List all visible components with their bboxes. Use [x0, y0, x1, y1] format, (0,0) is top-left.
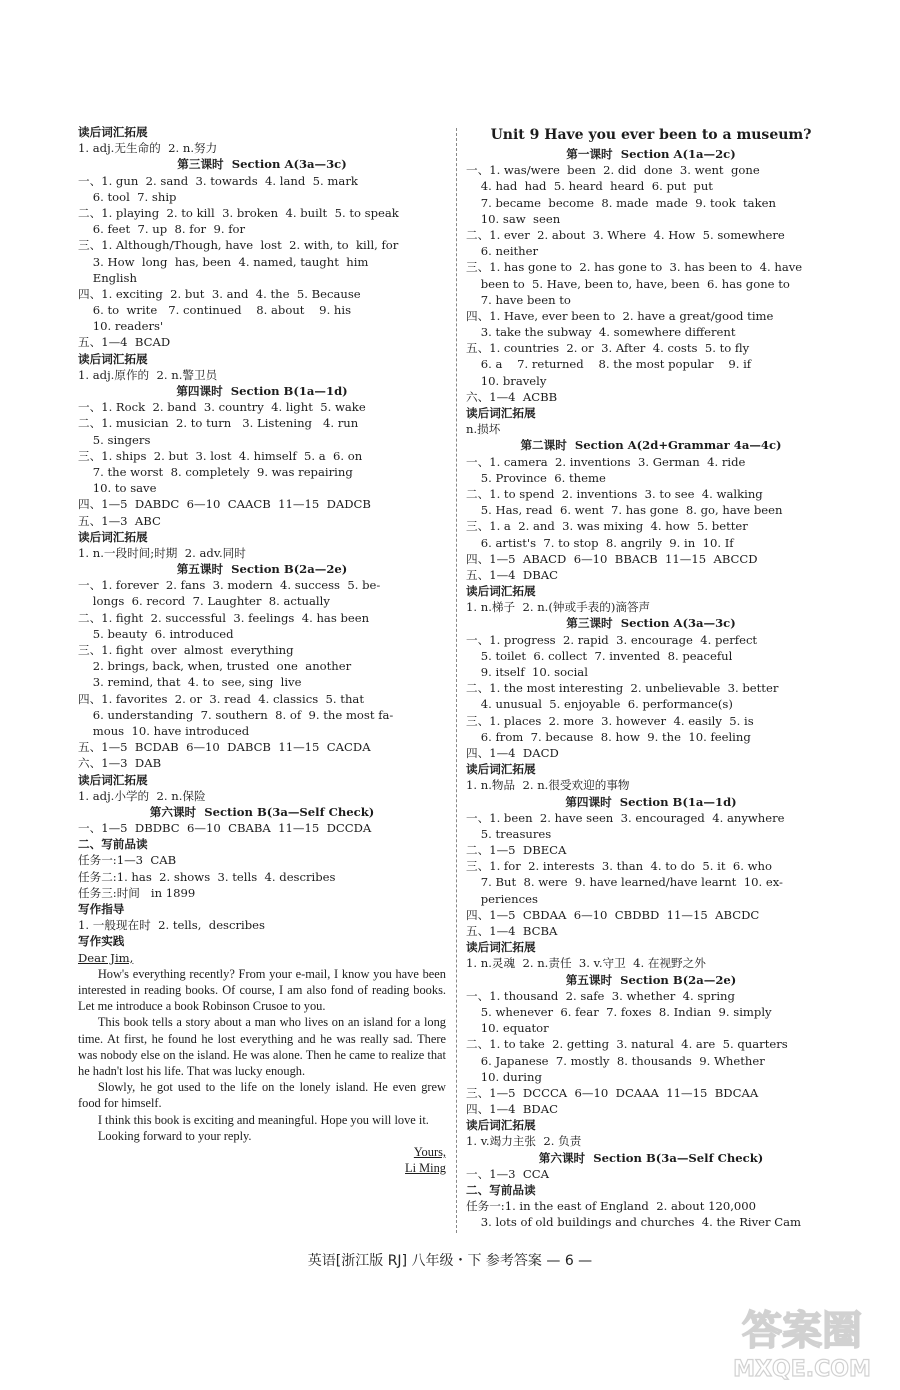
answer-line: 五、1—4 BCBA: [466, 924, 558, 938]
answer-line: 6. feet 7. up 8. for 9. for: [78, 222, 246, 237]
answer-line: 1. n.灵魂 2. n.责任 3. v.守卫 4. 在视野之外: [466, 956, 706, 971]
answer-line: 1. adj.小学的 2. n.保险: [78, 788, 206, 803]
answer-line: 二、1. ever 2. about 3. Where 4. How 5. somewhere: [466, 227, 785, 242]
answer-line: longs 6. record 7. Laughter 8. actually: [78, 594, 330, 609]
answer-line: 一、1. gun 2. sand 3. towards 4. land 5. mark: [78, 173, 358, 188]
section-heading: 第一课时 Section A(1a—2c): [566, 147, 736, 161]
letter-closing: Yours,: [413, 1144, 446, 1159]
answer-line: 3. How long has, been 4. named, taught him: [78, 254, 369, 269]
answer-line: 三、1. ships 2. but 3. lost 4. himself 5. a 6. on: [78, 448, 363, 463]
answer-line: 3. remind, that 4. to see, sing live: [78, 675, 302, 690]
answer-line: English: [78, 270, 137, 285]
answer-line: 一、1. Rock 2. band 3. country 4. light 5. wake: [78, 400, 366, 415]
answer-line: 三、1. Although/Though, have lost 2. with, to kill, for: [78, 238, 399, 253]
section-heading: 第六课时 Section B(3a—Self Check): [149, 804, 375, 819]
answer-line: 一、1. camera 2. inventions 3. German 4. ride: [466, 454, 746, 469]
answer-line: 7. the worst 8. completely 9. was repairing: [78, 464, 353, 479]
answer-line: 一、1—3 CCA: [466, 1166, 550, 1181]
section-heading: 二、写前品读: [466, 1183, 536, 1197]
answer-line: 7. became become 8. made made 9. took taken: [466, 195, 776, 210]
letter-paragraph-3: Slowly, he got used to the life on the lonely island. He even grew food for himself.: [78, 1080, 446, 1111]
answer-line: 一、1—5 DBDBC 6—10 CBABA 11—15 DCCDA: [78, 821, 372, 836]
answer-line: 五、1—3 ABC: [78, 513, 161, 528]
answer-line: 二、1. musician 2. to turn 3. Listening 4. run: [78, 416, 359, 431]
answer-line: 三、1. for 2. interests 3. than 4. to do 5. it 6. who: [466, 859, 772, 874]
section-heading: 读后词汇拓展: [78, 772, 148, 787]
section-heading: 第四课时 Section B(1a—1d): [565, 794, 737, 809]
answer-line: 三、1. a 2. and 3. was mixing 4. how 5. better: [466, 519, 748, 534]
answer-line: 1. v.竭力主张 2. 负责: [466, 1134, 582, 1149]
section-heading: 写作实践: [78, 934, 125, 949]
answer-line: 6. to write 7. continued 8. about 9. his: [78, 303, 352, 318]
watermark-bottom-text: MXQE.COM: [733, 1357, 871, 1382]
letter-paragraph-5: Looking forward to your reply.: [97, 1128, 252, 1143]
answer-line: 三、1. has gone to 2. has gone to 3. has been to 4. have: [466, 260, 803, 275]
answer-line: 10. saw seen: [466, 211, 561, 226]
answer-line: n.损坏: [466, 422, 501, 437]
section-heading: 第四课时 Section B(1a—1d): [176, 384, 348, 398]
answer-line: 1. n.一段时间;时期 2. adv.同时: [78, 545, 246, 560]
answer-line: 3. lots of old buildings and churches 4. the River Cam: [466, 1215, 802, 1230]
answer-line: 四、1. favorites 2. or 3. read 4. classics 5. that: [78, 691, 364, 706]
answer-line: 四、1—4 DACD: [466, 745, 559, 760]
page-footer: 英语[浙江版 RJ] 八年级・下 参考答案 — 6 —: [307, 1253, 593, 1269]
right-column: [466, 124, 836, 1231]
answer-line: 5. toilet 6. collect 7. invented 8. peaceful: [466, 648, 733, 663]
section-heading: 读后词汇拓展: [78, 529, 148, 544]
answer-line: 7. have been to: [466, 292, 571, 307]
letter-paragraph-1: How's everything recently? From your e-mail, I know you have been interested in reading books. Of course, I am also fond of reading books. Let me introduce a book Robinson Crusoe to you.: [78, 966, 446, 1014]
answer-line: 10. equator: [466, 1021, 549, 1036]
answer-line: 1. n.梯子 2. n.(钟或手表的)滴答声: [466, 600, 651, 615]
answer-line: 5. whenever 6. fear 7. foxes 8. Indian 9. simply: [466, 1004, 772, 1019]
unit-title: Unit 9 Have you ever been to a museum?: [490, 127, 812, 143]
answer-line: 5. beauty 6. introduced: [78, 626, 234, 641]
answer-line: 二、1. to take 2. getting 3. natural 4. are 5. quarters: [466, 1037, 788, 1052]
answer-line: 四、1—5 CBDAA 6—10 CBDBD 11—15 ABCDC: [466, 907, 760, 922]
section-heading: 读后词汇拓展: [466, 1118, 536, 1133]
answer-line: 六、1—3 DAB: [78, 756, 162, 771]
answer-line: 任务二:1. has 2. shows 3. tells 4. describes: [78, 869, 336, 884]
section-heading: 读后词汇拓展: [78, 125, 148, 139]
answer-line: 五、1—4 BCAD: [78, 335, 171, 350]
answer-line: 二、1—5 DBECA: [466, 843, 567, 858]
letter-paragraph-4: I think this book is exciting and meaningful. Hope you will love it.: [97, 1112, 429, 1127]
answer-line: 二、1. to spend 2. inventions 3. to see 4. walking: [466, 486, 763, 501]
section-heading: 第二课时 Section A(2d+Grammar 4a—4c): [520, 438, 782, 453]
answer-line: 任务一:1. in the east of England 2. about 120,000: [466, 1199, 757, 1214]
answer-line: 四、1—5 ABACD 6—10 BBACB 11—15 ABCCD: [466, 551, 758, 566]
answer-line: 任务三:时间 in 1899: [78, 885, 196, 900]
section-heading: 写作指导: [78, 902, 125, 916]
answer-line: 6. Japanese 7. mostly 8. thousands 9. Whether: [466, 1053, 765, 1068]
answer-line: 五、1. countries 2. or 3. After 4. costs 5. to fly: [466, 341, 750, 356]
section-heading: 读后词汇拓展: [466, 406, 536, 420]
answer-line: 1. n.物品 2. n.很受欢迎的事物: [466, 778, 630, 793]
answer-line: 6. a 7. returned 8. the most popular 9. if: [466, 357, 752, 372]
answer-line: 三、1. fight over almost everything: [78, 643, 294, 657]
section-heading: 第六课时 Section B(3a—Self Check): [538, 1150, 764, 1165]
section-heading: 读后词汇拓展: [78, 351, 148, 366]
section-heading: 第三课时 Section A(3a—3c): [566, 616, 736, 631]
answer-line: 五、1—5 BCDAB 6—10 DABCB 11—15 CACDA: [78, 740, 371, 755]
answer-line: 2. brings, back, when, trusted one another: [78, 659, 352, 674]
left-answer-lines: [78, 124, 446, 966]
answer-line: 6. tool 7. ship: [78, 189, 177, 204]
answer-line: 二、1. playing 2. to kill 3. broken 4. built 5. to speak: [78, 205, 399, 220]
letter-paragraph-2: This book tells a story about a man who lives on an island for a long time. At first, he found he lost everything and he was really sad. There was nobody else on the island. He was alone. Then he came to realize that he hadn't lost his life. That was lucky enough.: [78, 1015, 446, 1078]
answer-line: 10. to save: [78, 481, 157, 496]
answer-line: 二、1. the most interesting 2. unbelievable 3. better: [466, 681, 779, 696]
section-heading: 二、写前品读: [78, 837, 148, 852]
answer-line: 三、1. places 2. more 3. however 4. easily 5. is: [466, 713, 754, 728]
answer-line: 任务一:1—3 CAB: [78, 853, 177, 868]
section-heading: 第五课时 Section B(2a—2e): [565, 972, 737, 987]
answer-line: 6. neither: [466, 244, 539, 259]
answer-line: 五、1—4 DBAC: [466, 567, 558, 582]
answer-line: periences: [466, 891, 538, 906]
answer-line: 1. 一般现在时 2. tells, describes: [78, 918, 265, 933]
answer-line: 四、1. exciting 2. but 3. and 4. the 5. Because: [78, 286, 361, 301]
answer-line: 四、1—5 DABDC 6—10 CAACB 11—15 DADCB: [78, 497, 371, 512]
answer-line: 6. understanding 7. southern 8. of 9. the most fa-: [78, 707, 394, 722]
answer-line: 10. readers': [78, 319, 164, 334]
answer-line: 一、1. been 2. have seen 3. encouraged 4. anywhere: [466, 810, 785, 825]
answer-line: 5. Has, read 6. went 7. has gone 8. go, have been: [466, 503, 783, 518]
section-heading: 第三课时 Section A(3a—3c): [177, 157, 347, 172]
section-heading: 第五课时 Section B(2a—2e): [176, 562, 348, 577]
answer-line: 7. But 8. were 9. have learned/have learnt 10. ex-: [466, 875, 783, 890]
answer-line: 10. during: [466, 1069, 542, 1084]
answer-line: 一、1. was/were been 2. did done 3. went gone: [466, 163, 760, 178]
answer-line: mous 10. have introduced: [78, 723, 250, 738]
answer-line: 9. itself 10. social: [466, 665, 588, 679]
answer-line: 一、1. forever 2. fans 3. modern 4. success 5. be-: [78, 578, 381, 593]
letter: [78, 966, 446, 1177]
watermark-top-text: 答案圈: [742, 1308, 862, 1354]
answer-line: 四、1—4 BDAC: [466, 1102, 558, 1117]
section-heading: 读后词汇拓展: [466, 584, 536, 599]
answer-line: 6. artist's 7. to stop 8. angrily 9. in 10. If: [466, 535, 734, 550]
watermark-logo: [722, 1300, 882, 1382]
answer-line: 1. adj.原作的 2. n.警卫员: [78, 367, 218, 382]
right-answer-lines: [466, 146, 836, 1231]
answer-line: 5. treasures: [466, 826, 552, 841]
answer-line: 四、1. Have, ever been to 2. have a great/good time: [466, 308, 774, 323]
answer-line: 5. Province 6. theme: [466, 470, 606, 485]
answer-line: 4. unusual 5. enjoyable 6. performance(s): [466, 697, 733, 712]
letter-signature: Li Ming: [405, 1161, 446, 1176]
answer-line: 一、1. progress 2. rapid 3. encourage 4. perfect: [466, 632, 758, 647]
left-column: [78, 124, 446, 1176]
answer-line: 5. singers: [78, 432, 151, 447]
column-divider: [456, 128, 457, 1233]
answer-line: 6. from 7. because 8. how 9. the 10. feeling: [466, 729, 751, 744]
answer-line: 4. had had 5. heard heard 6. put put: [466, 179, 713, 194]
section-heading: 读后词汇拓展: [466, 762, 536, 777]
answer-line: 1. adj.无生命的 2. n.努力: [78, 141, 218, 156]
answer-line: 六、1—4 ACBB: [466, 389, 558, 404]
answer-line: 三、1—5 DCCCA 6—10 DCAAA 11—15 BDCAA: [466, 1085, 759, 1100]
answer-line: Dear Jim,: [78, 950, 134, 965]
section-heading: 读后词汇拓展: [466, 940, 536, 955]
answer-line: 10. bravely: [466, 373, 547, 388]
answer-line: 3. take the subway 4. somewhere different: [466, 325, 736, 340]
answer-line: 一、1. thousand 2. safe 3. whether 4. spring: [466, 988, 735, 1003]
answer-line: been to 5. Have, been to, have, been 6. has gone to: [466, 276, 790, 291]
answer-line: 二、1. fight 2. successful 3. feelings 4. has been: [78, 610, 370, 625]
